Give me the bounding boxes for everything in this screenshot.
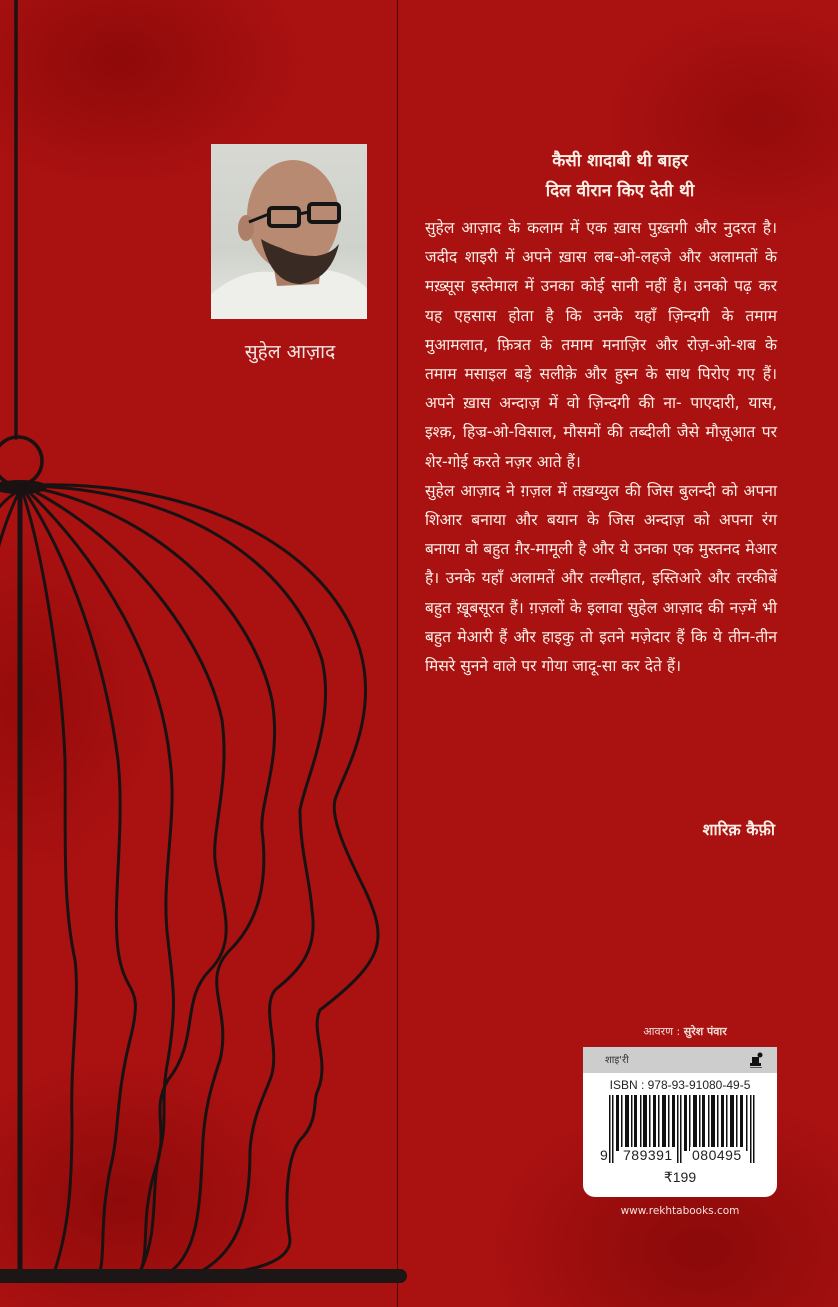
author-name: सुहेल आज़ाद bbox=[244, 341, 336, 363]
price-label: ₹199 bbox=[663, 1169, 697, 1185]
blurb-attribution: शारिक़ कैफ़ी bbox=[702, 820, 775, 839]
barcode-digits-left: 789391 bbox=[623, 1147, 673, 1163]
couplet-line-1: कैसी शादाबी थी बाहर bbox=[552, 151, 688, 171]
author-portrait-icon bbox=[211, 144, 367, 319]
barcode-card bbox=[583, 1047, 777, 1197]
blurb-paragraph-1: सुहेल आज़ाद के कलाम में एक ख़ास पुख़्तगी और नुदरत है। जदीद शाइरी में अपने ख़ास लब-ओ-लहजे और अलामतों के मख़्सूस इस्तेमाल में उनका कोई सानी नहीं है। उनको पढ़ कर यह एहसास होता है कि उनके यहाँ ज़िन्दगी के तमाम मुआमलात, फ़ित्रत के तमाम मनाज़िर और रोज़-ओ-शब के तमाम मसाइल बड़े सलीक़े और हुस्न के साथ पिरोए गए हैं। अपने ख़ास अन्दाज़ में वो ज़िन्दगी की ना- पाएदारी, यास, इश्क़, हिज्र-ओ-विसाल, मौसमों की तब्दीली जैसे मौज़ूआत पर शेर-गोई करते नज़र आते हैं। bbox=[425, 219, 777, 471]
cover-credit-label: आवरण : bbox=[643, 1025, 681, 1038]
publisher-website: www.rekhtabooks.com bbox=[620, 1205, 740, 1217]
featured-couplet bbox=[425, 146, 815, 206]
couplet-line-2: दिल वीरान किए देती थी bbox=[545, 181, 695, 201]
cover-artist-name: सुरेश पंवार bbox=[683, 1025, 727, 1038]
barcode-card-header bbox=[583, 1047, 777, 1073]
author-photo bbox=[211, 144, 367, 319]
genre-label: शाइ'री bbox=[605, 1055, 629, 1066]
cover-design-credit bbox=[600, 1024, 770, 1039]
barcode-digit-first: 9 bbox=[600, 1147, 608, 1163]
blurb-paragraph-2: सुहेल आज़ाद ने ग़ज़ल में तख़य्युल की जिस बुलन्दी को अपना शिआर बनाया और बयान के जिस अन्दाज़ को अपना रंग बनाया वो बहुत ग़ैर-मामूली है और ये उनका एक मुस्तनद मेआर है। उनके यहाँ अलामतें और तल्मीहात, इस्तिआरे और तरकीबें बहुत ख़ूबसूरत हैं। ग़ज़लों के इलावा सुहेल आज़ाद की नज़्में भी बहुत मेआरी हैं और हाइकु तो इतने मज़ेदार हैं कि ये तीन-तीन मिसरे सुनने वाले पर गोया जादू-सा कर देते हैं। bbox=[425, 481, 778, 676]
isbn-number: ISBN : 978-93-91080-49-5 bbox=[609, 1078, 751, 1092]
rekhta-logo-icon bbox=[749, 1051, 763, 1069]
book-blurb bbox=[425, 214, 777, 681]
barcode-digits-right: 080495 bbox=[692, 1147, 742, 1163]
